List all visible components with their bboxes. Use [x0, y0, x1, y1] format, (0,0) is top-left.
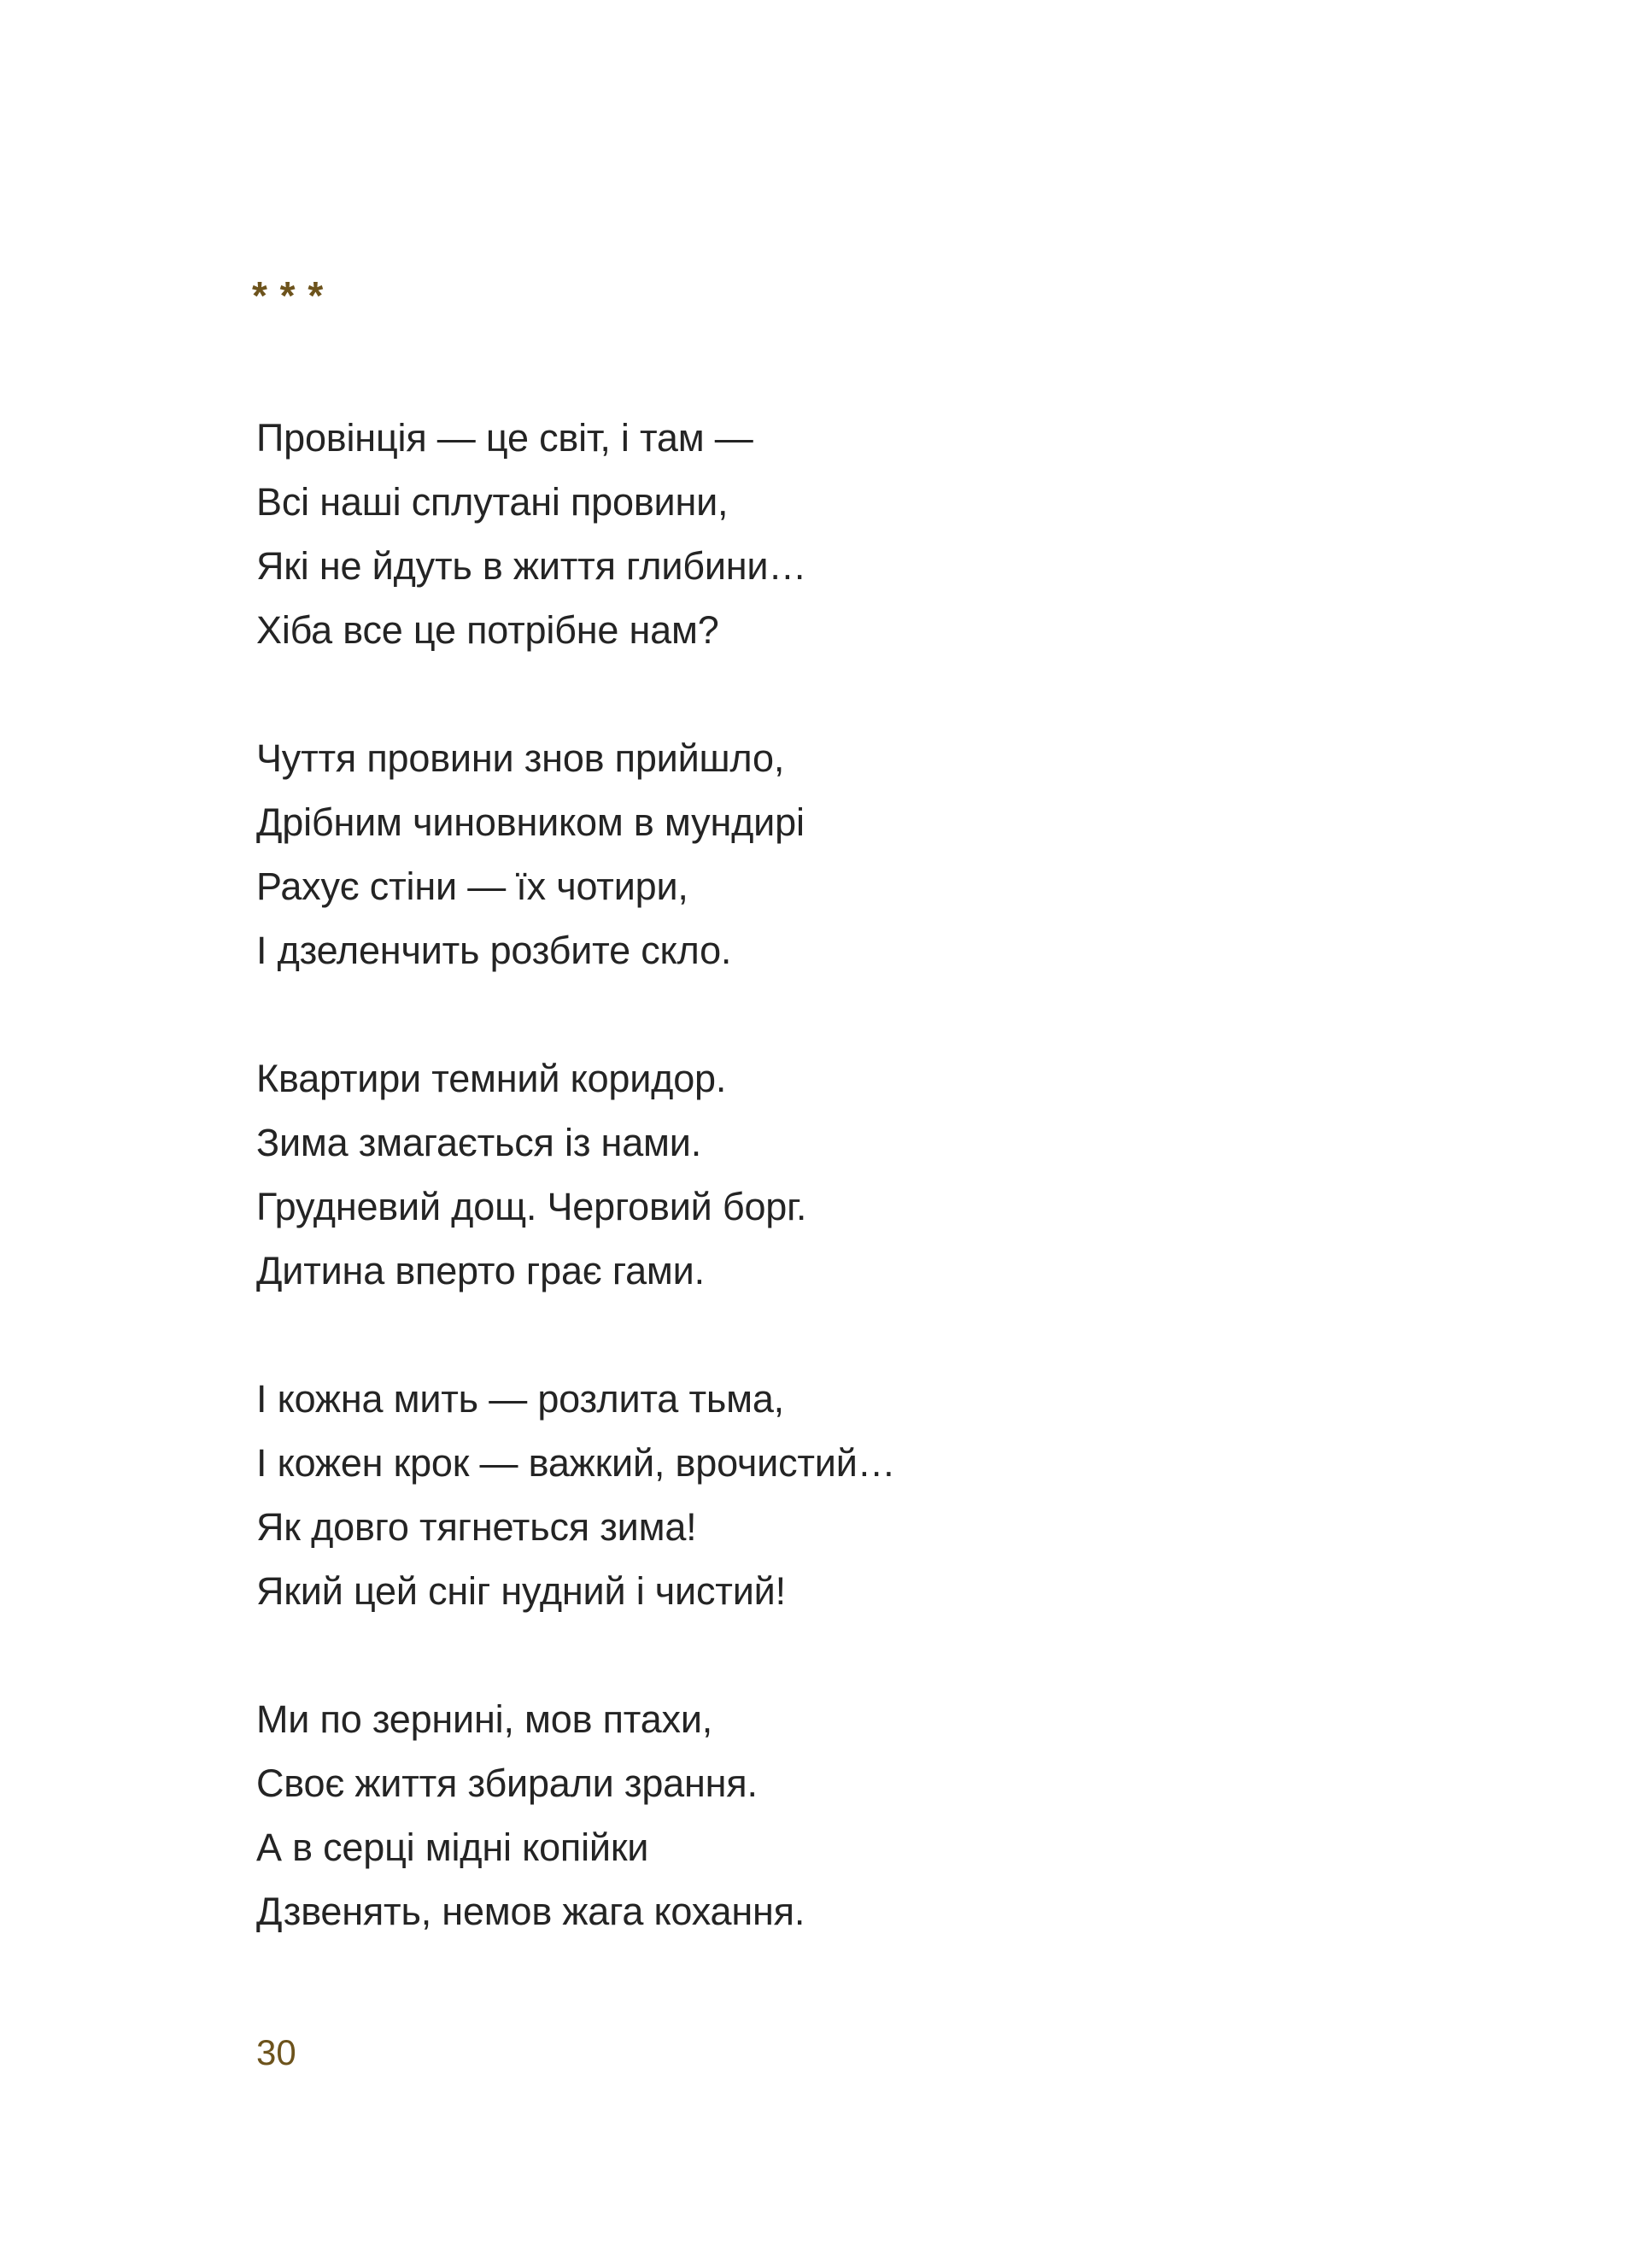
page-number: 30 [256, 2032, 296, 2072]
poem-line: А в серці мідні копійки [256, 1826, 649, 1869]
poem-line: Які не йдуть в життя глибини… [256, 544, 807, 588]
poem-line: Провінція — це світ, і там — [256, 416, 753, 460]
poem-line: Рахує стіни — їх чотири, [256, 864, 688, 908]
poem-line: Дитина вперто грає гами. [256, 1249, 705, 1292]
stanza [256, 1367, 895, 1623]
poem-line: Дзвенять, немов жага кохання. [256, 1890, 805, 1933]
poem-line: І кожна мить — розлита тьма, [256, 1377, 784, 1421]
poem-line: Як довго тягнеться зима! [256, 1505, 697, 1549]
poem-line: Чуття провини знов прийшло, [256, 736, 785, 780]
stanza [256, 726, 895, 982]
poem-line: Грудневий дощ. Черговий борг. [256, 1185, 807, 1228]
poem-line: Зима змагається із нами. [256, 1121, 702, 1164]
stanza [256, 406, 895, 662]
poem-line: Ми по зернині, мов птахи, [256, 1697, 713, 1741]
poem-line: Своє життя збирали зрання. [256, 1761, 758, 1805]
poem-line: Хіба все це потрібне нам? [256, 608, 719, 652]
poem-line: Квартири темний коридор. [256, 1057, 727, 1100]
stanza [256, 1046, 895, 1303]
poem-line: Який цей сніг нудний і чистий! [256, 1569, 786, 1613]
poem-line: Всі наші сплутані провини, [256, 480, 729, 524]
stanza [256, 1687, 895, 1943]
poem-line: Дрібним чиновником в мундирі [256, 800, 805, 844]
poem-line: І дзеленчить розбите скло. [256, 929, 732, 972]
poem-line: І кожен крок — важкий, врочистий… [256, 1441, 896, 1485]
section-marker: * * * [252, 273, 325, 318]
poem [256, 406, 895, 2007]
